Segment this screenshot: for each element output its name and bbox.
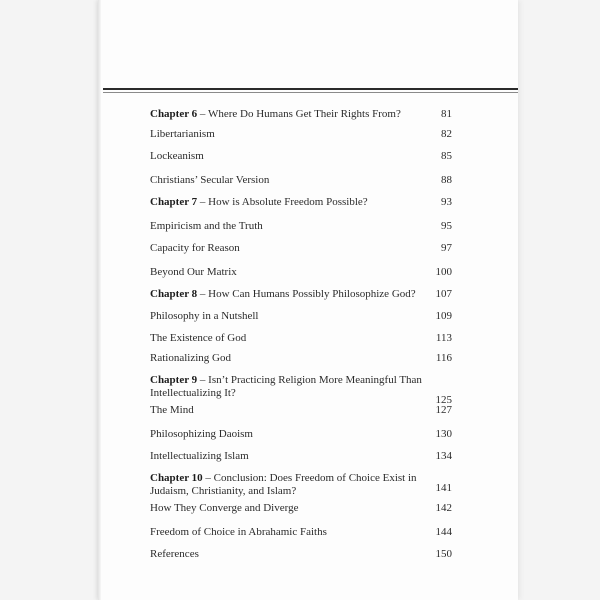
toc-page-number: 127 <box>435 404 452 416</box>
toc-title: Lockeanism <box>150 150 204 162</box>
toc-chapter-entry <box>150 196 450 209</box>
toc-page-number: 97 <box>441 242 452 254</box>
toc-title: Philosophy in a Nutshell <box>150 310 259 322</box>
toc-title: – Where Do Humans Get Their Rights From? <box>197 108 401 120</box>
toc-title: – Isn’t Practicing Religion More Meaningful Than Intellectualizing It? <box>150 374 422 399</box>
chapter-number: Chapter 9 <box>150 374 198 386</box>
toc-section-entry <box>150 220 450 233</box>
toc-section-entry <box>150 332 450 345</box>
toc-title: The Mind <box>150 404 194 416</box>
toc-chapter-entry <box>150 108 450 121</box>
toc-page-number: 85 <box>441 150 452 162</box>
toc-section-entry <box>150 404 450 417</box>
toc-section-entry <box>150 450 450 463</box>
toc-page-number: 134 <box>435 450 452 462</box>
toc-title: Philosophizing Daoism <box>150 428 253 440</box>
toc-page-number: 141 <box>435 482 452 494</box>
toc-page-number: 100 <box>435 266 452 278</box>
toc-title: Empiricism and the Truth <box>150 220 263 232</box>
toc-page-number: 82 <box>441 128 452 140</box>
toc-chapter-entry <box>150 288 450 301</box>
toc-title: Intellectualizing Islam <box>150 450 249 462</box>
toc-title: The Existence of God <box>150 332 247 344</box>
toc-title: Libertarianism <box>150 128 215 140</box>
toc-title: – How Can Humans Possibly Philosophize God? <box>197 288 416 300</box>
toc-page-number: 130 <box>435 428 452 440</box>
toc-page-number: 150 <box>435 548 452 560</box>
toc-section-entry <box>150 548 450 561</box>
toc-title: – Conclusion: Does Freedom of Choice Exist in Judaism, Christianity, and Islam? <box>150 472 417 497</box>
toc-section-entry <box>150 526 450 539</box>
chapter-number: Chapter 6 <box>150 108 198 120</box>
toc-title: Capacity for Reason <box>150 242 240 254</box>
chapter-number: Chapter 7 <box>150 196 198 208</box>
toc-section-entry <box>150 150 450 163</box>
toc-page-number: 81 <box>441 108 452 120</box>
toc-title: How They Converge and Diverge <box>150 502 299 514</box>
toc-section-entry <box>150 174 450 187</box>
toc-section-entry <box>150 428 450 441</box>
toc-chapter-entry <box>150 374 450 400</box>
toc-title: References <box>150 548 199 560</box>
toc-chapter-entry <box>150 472 450 498</box>
toc-page-number: 144 <box>435 526 452 538</box>
toc-page-number: 109 <box>435 310 452 322</box>
chapter-number: Chapter 8 <box>150 288 198 300</box>
toc-title: Christians’ Secular Version <box>150 174 270 186</box>
toc-page-number: 125 <box>435 394 452 406</box>
toc-section-entry <box>150 502 450 515</box>
toc-page-number: 107 <box>435 288 452 300</box>
toc-page-number: 142 <box>435 502 452 514</box>
toc-page-number: 95 <box>441 220 452 232</box>
toc-page-number: 113 <box>435 332 452 344</box>
toc-section-entry <box>150 310 450 323</box>
toc-title: Beyond Our Matrix <box>150 266 237 278</box>
toc-title: Freedom of Choice in Abrahamic Faiths <box>150 526 327 538</box>
toc-section-entry <box>150 128 450 141</box>
toc-title: – How is Absolute Freedom Possible? <box>197 196 368 208</box>
toc-page-number: 116 <box>435 352 452 364</box>
toc-page-number: 93 <box>441 196 452 208</box>
toc-title: Rationalizing God <box>150 352 231 364</box>
toc-section-entry <box>150 266 450 279</box>
toc-section-entry <box>150 242 450 255</box>
toc-section-entry <box>150 352 450 365</box>
toc-page-number: 88 <box>441 174 452 186</box>
chapter-number: Chapter 10 <box>150 472 203 484</box>
